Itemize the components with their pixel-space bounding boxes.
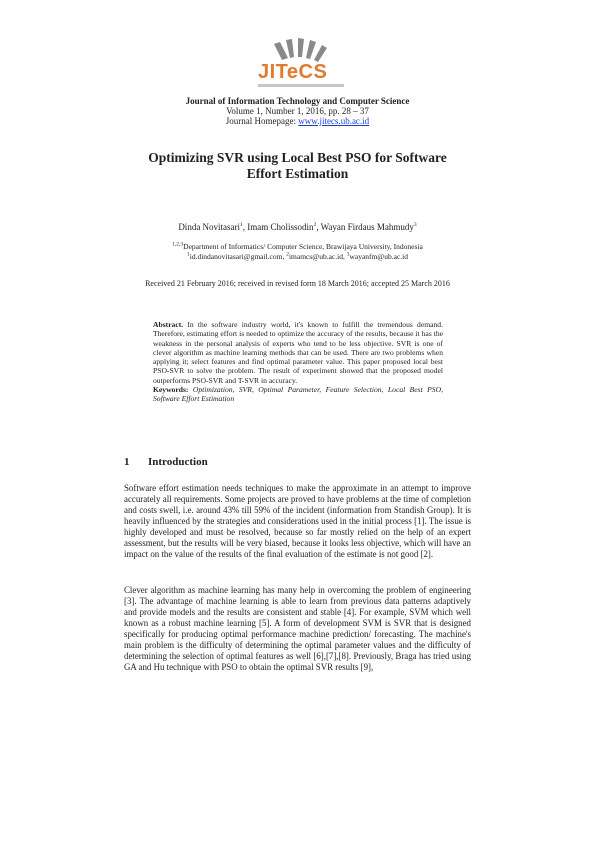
body-paragraph: Software effort estimation needs techniques to make the approximate in an attempt to improve accurately all requirements. Some projects are proved to have problems at the time of completion and costs swell, i.e. around 43% till 59% of the incident (information from Standish Group). It is heavily influenced by the strategies and considerations used in the initial process [1]. The issue is highly developed and must be resolved, because so far mostly relied on the help of an expert assessment, but the results will be very biased, because it looks less objective, which will have an impact on the value of the results of the final evaluation of the estimate is not good [2]. — [124, 483, 471, 559]
email-link[interactable]: imamcs@ub.ac.id — [288, 252, 343, 261]
author-name: Dinda Novitasari — [178, 222, 241, 232]
logo-text: JITeCS — [258, 61, 328, 83]
author-sup: 2 — [313, 222, 317, 228]
author-emails: $^1$id.dindanovitasari@gmail.com, $^2$imamcs@ub.ac.id, $^3$wayanfm@ub.ac.id — [186, 251, 409, 261]
section-title: Introduction — [148, 456, 208, 468]
logo-underline — [258, 84, 344, 87]
abstract — [153, 320, 443, 404]
author-list: Dinda Novitasari$^1$, Imam Cholissodin$^2$, Wayan Firdaus Mahmudy$^3$ — [178, 222, 417, 232]
keywords-label: Keywords: — [153, 385, 189, 395]
journal-homepage — [0, 116, 595, 126]
abstract-text: In the software industry world, it's known to fulfill the tremendous demand. Therefore, estimating effort is needed to optimize the accuracy of the results, because it has the weakness in the personal analysis of experts who tend to be less objective. SVR is one of clever algorithm as machine learning methods that can be used. There are two problems when applying it; select features and find optimal parameter value. This paper proposed local best PSO-SVR to solve the problem. The result of experiment showed that the proposed model outperforms PSO-SVR and T-SVR in accuracy. — [153, 320, 443, 385]
journal-title: Journal of Information Technology and Computer Science — [185, 96, 410, 106]
keywords-text: Optimization, SVR, Optimal Parameter, Feature Selection, Local Best PSO, Software Effort Estimation — [153, 385, 443, 404]
affiliation-block — [0, 242, 595, 262]
title-line-2: Effort Estimation — [246, 166, 349, 181]
paper-title — [100, 150, 495, 182]
author-name: Imam Cholissodin — [247, 222, 314, 232]
title-line-1: Optimizing SVR using Local Best PSO for Software — [148, 150, 447, 165]
section-heading — [124, 456, 208, 468]
email-link[interactable]: id.dindanovitasari@gmail.com — [189, 252, 283, 261]
homepage-link[interactable]: www.jitecs.ub.ac.id — [298, 116, 370, 126]
abstract-label: Abstract. — [153, 320, 184, 329]
received-dates: Received 21 February 2016; received in revised form 18 March 2016; accepted 25 March 2016 — [145, 279, 450, 288]
author-sup: 1 — [240, 222, 243, 228]
journal-volume: Volume 1, Number 1, 2016, pp. 28 – 37 — [226, 106, 369, 116]
affiliation: $^{1,2,3}$Department of Informatics/ Computer Science, Brawijaya University, Indonesia — [172, 241, 423, 251]
author-sup: 3 — [413, 222, 417, 228]
author-name: Wayan Firdaus Mahmudy — [320, 222, 414, 232]
homepage-label: Journal Homepage: — [225, 116, 299, 126]
email-link[interactable]: wayanfm@ub.ac.id — [349, 252, 409, 261]
body-paragraph: Clever algorithm as machine learning has many help in overcoming the problem of engineering [3]. The advantage of machine learning is able to learn from previous data patterns adaptively and provide models and the results are consistent and stable [4]. For example, SVM which well known as a robust machine learning [5]. A form of development SVM is SVR that is designed specifically for producing optimal performance machine prediction/ forecasting. The machine's main problem is the difficulty of determining the optimal parameter values and the difficulty of determining the selection of optimal features as well [6],[7],[8]. Previously, Braga has tried using GA and Hu technique with PSO to obtain the optimal SVR results [9], — [124, 585, 471, 672]
keywords — [153, 385, 443, 404]
section-number: 1 — [124, 456, 130, 468]
